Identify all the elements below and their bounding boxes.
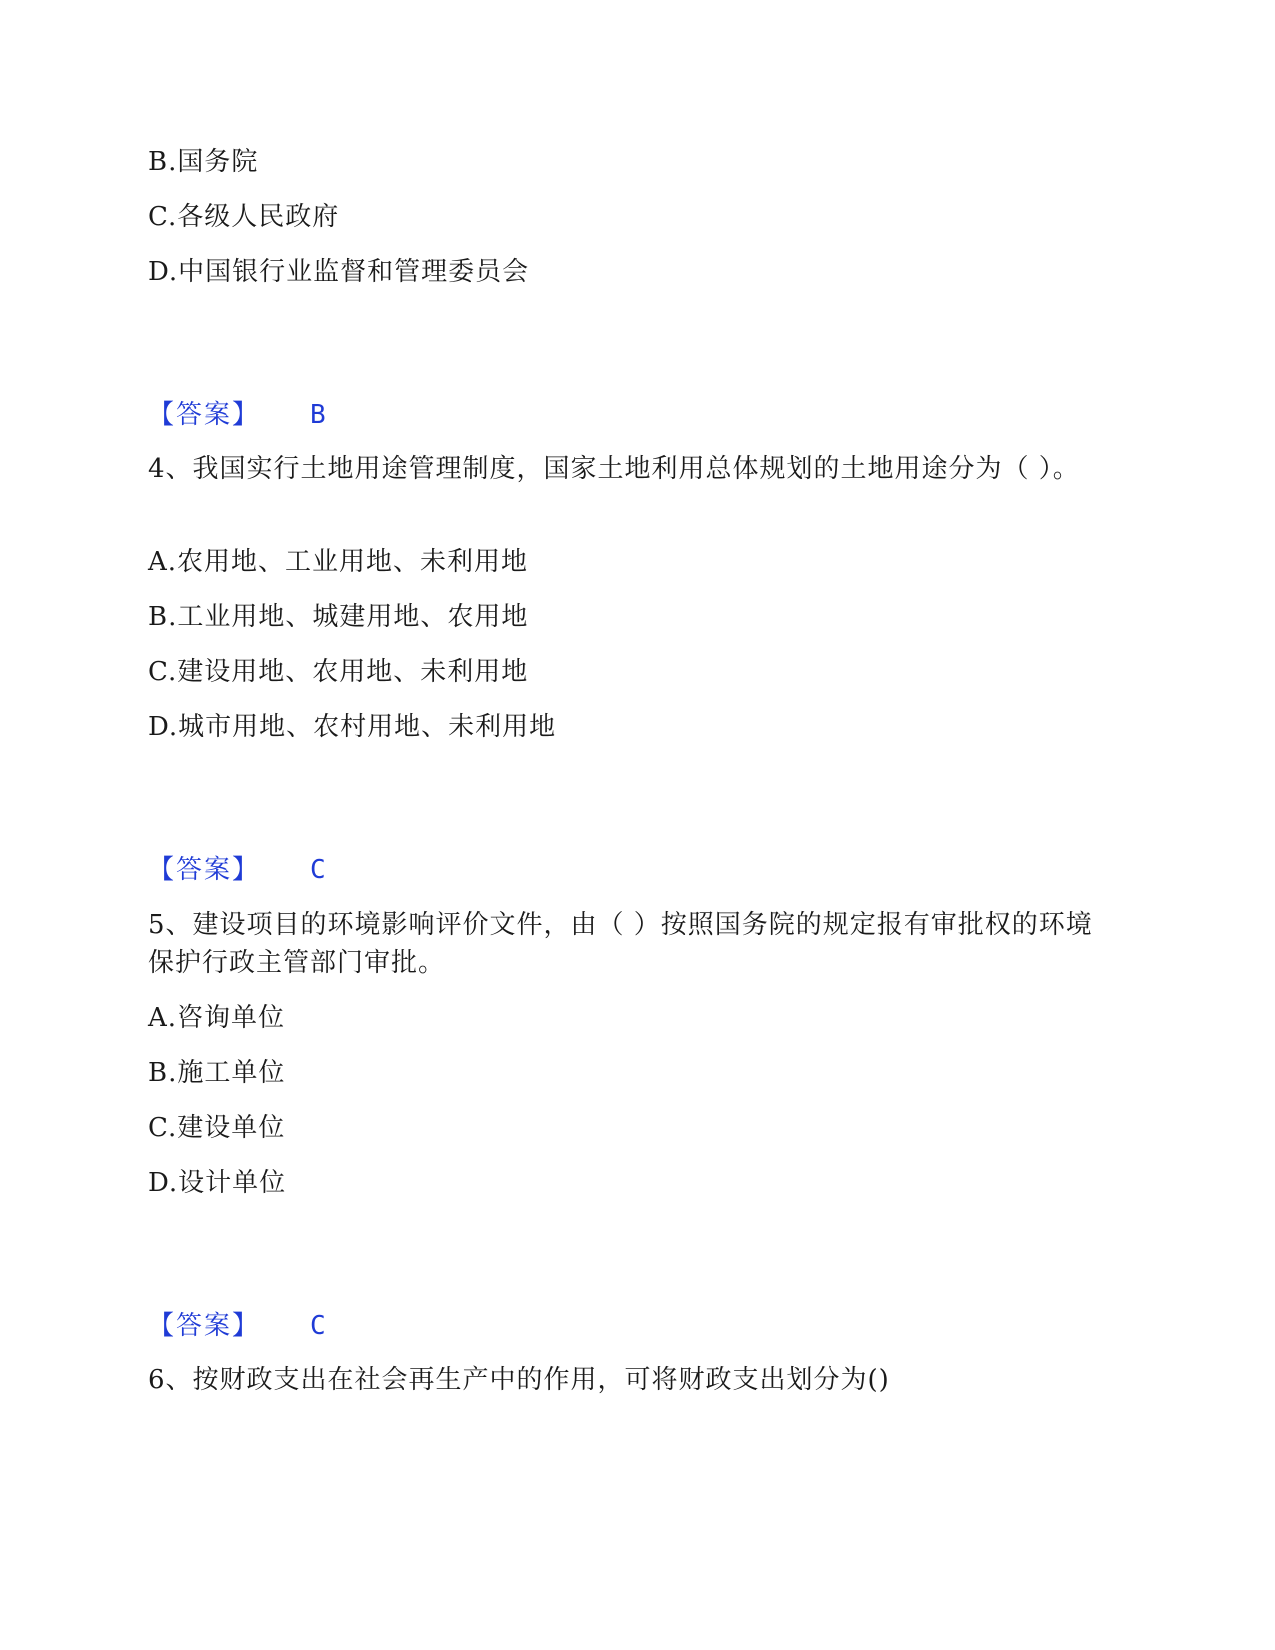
q3-option-b: B.国务院	[148, 147, 259, 177]
q4-option-c: C.建设用地、农用地、未利用地	[148, 657, 529, 687]
answer-value: B	[310, 400, 326, 430]
answer-label: 【答案】	[148, 400, 261, 430]
q5-stem: 5、建设项目的环境影响评价文件，由（ ）按照国务院的规定报有审批权的环境保护行政主管部门审批。	[148, 910, 1093, 978]
q5-option-d: D.设计单位	[148, 1168, 287, 1198]
q3-option-c: C.各级人民政府	[148, 202, 340, 232]
answer-value: C	[310, 855, 326, 885]
q5-option-b: B.施工单位	[148, 1058, 286, 1088]
answer-label: 【答案】	[148, 1311, 261, 1341]
q5-answer	[148, 1309, 326, 1343]
q4-option-d: D.城市用地、农村用地、未利用地	[148, 712, 557, 742]
q4-option-b: B.工业用地、城建用地、农用地	[148, 602, 529, 632]
q5-option-a: A.咨询单位	[148, 1003, 286, 1033]
answer-label: 【答案】	[148, 855, 261, 885]
q4-stem: 4、我国实行土地用途管理制度，国家土地利用总体规划的土地用途分为（ ）。	[148, 454, 1080, 484]
answer-value: C	[310, 1311, 326, 1341]
q3-answer	[148, 398, 326, 432]
q3-option-d: D.中国银行业监督和管理委员会	[148, 257, 530, 287]
q6-stem: 6、按财政支出在社会再生产中的作用，可将财政支出划分为()	[148, 1365, 890, 1395]
q5-option-c: C.建设单位	[148, 1113, 286, 1143]
q4-answer	[148, 853, 326, 887]
q4-option-a: A.农用地、工业用地、未利用地	[148, 547, 529, 577]
